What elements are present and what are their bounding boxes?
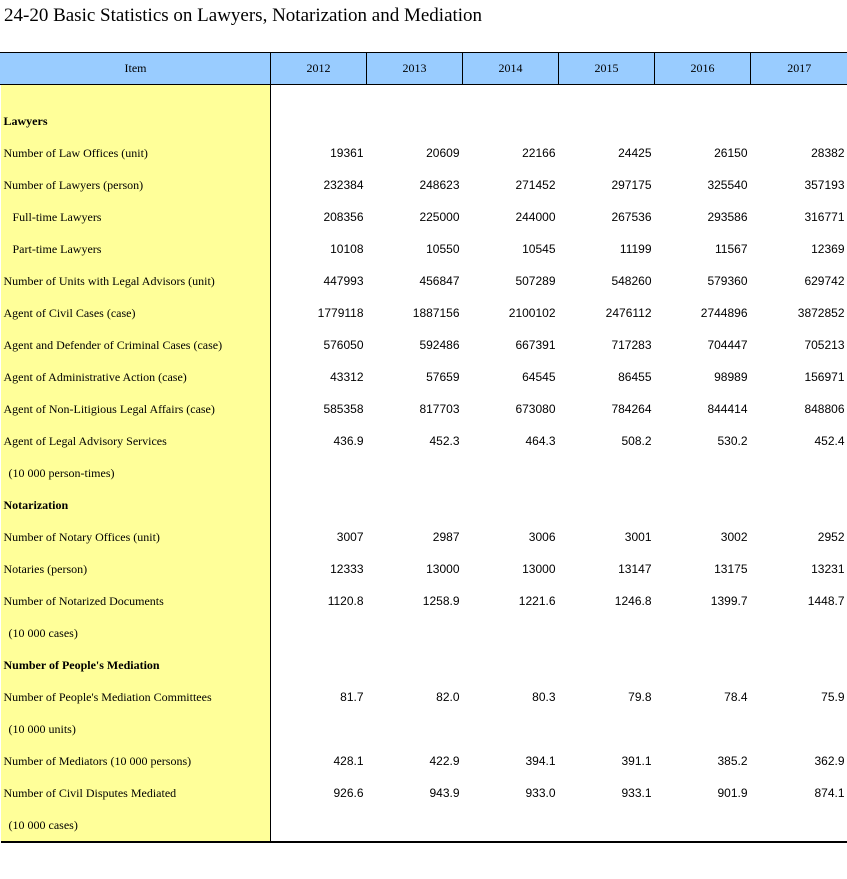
cell-value: 10545 <box>522 242 556 256</box>
table-row <box>1 713 847 745</box>
row-label: Number of Mediators (10 000 persons) <box>1 745 271 777</box>
header-row <box>1 53 847 85</box>
cell-value: 225000 <box>419 210 460 224</box>
cell-value: 81.7 <box>340 690 364 704</box>
cell-value: 848806 <box>804 402 845 416</box>
row-label: Agent and Defender of Criminal Cases (case) <box>1 329 271 361</box>
header-year: 2014 <box>463 53 559 85</box>
cell-value: 2952 <box>817 530 845 544</box>
cell-value: 156971 <box>804 370 845 384</box>
cell-value: 874.1 <box>814 786 845 800</box>
cell-value: 271452 <box>515 178 556 192</box>
cell-value: 784264 <box>611 402 652 416</box>
cell-value: 452.3 <box>429 434 460 448</box>
row-label: Full-time Lawyers <box>1 201 271 233</box>
row-label: Notaries (person) <box>1 553 271 585</box>
row-label: Number of Units with Legal Advisors (unit) <box>1 265 271 297</box>
row-label: Part-time Lawyers <box>1 233 271 265</box>
cell-value: 1258.9 <box>422 594 460 608</box>
statistics-table <box>0 52 847 843</box>
cell-value: 80.3 <box>532 690 556 704</box>
cell-value: 86455 <box>618 370 652 384</box>
cell-value: 422.9 <box>429 754 460 768</box>
cell-value: 3002 <box>720 530 748 544</box>
row-label: Number of Notarized Documents <box>1 585 271 617</box>
cell-value: 576050 <box>323 338 364 352</box>
row-label: Lawyers <box>1 105 271 137</box>
table-row <box>1 265 847 297</box>
cell-value: 943.9 <box>429 786 460 800</box>
table-row <box>1 553 847 585</box>
cell-value: 456847 <box>419 274 460 288</box>
row-label: (10 000 units) <box>1 713 271 745</box>
row-label: Number of People's Mediation Committees <box>1 681 271 713</box>
cell-value: 933.1 <box>621 786 652 800</box>
cell-value: 64545 <box>522 370 556 384</box>
cell-value: 464.3 <box>525 434 556 448</box>
cell-value: 19361 <box>330 146 364 160</box>
table-row <box>1 681 847 713</box>
cell-value: 79.8 <box>628 690 652 704</box>
cell-value: 705213 <box>804 338 845 352</box>
cell-value: 3872852 <box>797 306 845 320</box>
cell-value: 1887156 <box>412 306 460 320</box>
row-label: Agent of Administrative Action (case) <box>1 361 271 393</box>
cell-value: 28382 <box>811 146 845 160</box>
cell-value: 394.1 <box>525 754 556 768</box>
cell-value: 248623 <box>419 178 460 192</box>
cell-value: 2987 <box>432 530 460 544</box>
header-year: 2012 <box>271 53 367 85</box>
table-row <box>1 297 847 329</box>
row-label: Number of Civil Disputes Mediated <box>1 777 271 809</box>
cell-value: 325540 <box>707 178 748 192</box>
cell-value: 530.2 <box>717 434 748 448</box>
cell-value: 629742 <box>804 274 845 288</box>
table-row <box>1 169 847 201</box>
table-row <box>1 329 847 361</box>
cell-value: 436.9 <box>333 434 364 448</box>
page-title: 24-20 Basic Statistics on Lawyers, Notarization and Mediation <box>4 5 483 26</box>
table-row <box>1 457 847 489</box>
row-label: Agent of Legal Advisory Services <box>1 425 271 457</box>
table-row <box>1 777 847 809</box>
cell-value: 267536 <box>611 210 652 224</box>
table-row <box>1 745 847 777</box>
row-label: Agent of Civil Cases (case) <box>1 297 271 329</box>
cell-value: 24425 <box>618 146 652 160</box>
cell-value: 13000 <box>522 562 556 576</box>
section-heading-row <box>1 649 847 681</box>
section-heading-row <box>1 489 847 521</box>
cell-value: 11199 <box>619 242 652 256</box>
cell-value: 428.1 <box>333 754 364 768</box>
table-row <box>1 617 847 649</box>
cell-value: 232384 <box>323 178 364 192</box>
cell-value: 901.9 <box>717 786 748 800</box>
cell-value: 22166 <box>522 146 556 160</box>
row-label: (10 000 cases) <box>1 617 271 649</box>
table-row <box>1 425 847 457</box>
table-row <box>1 521 847 553</box>
cell-value: 12369 <box>811 242 845 256</box>
cell-value: 452.4 <box>814 434 845 448</box>
cell-value: 10108 <box>330 242 364 256</box>
cell-value: 297175 <box>611 178 652 192</box>
cell-value: 2100102 <box>508 306 556 320</box>
cell-value: 579360 <box>707 274 748 288</box>
table-row <box>1 809 847 842</box>
cell-value: 1448.7 <box>807 594 845 608</box>
cell-value: 78.4 <box>724 690 748 704</box>
table-row <box>1 233 847 265</box>
cell-value: 26150 <box>714 146 748 160</box>
cell-value: 13000 <box>426 562 460 576</box>
cell-value: 704447 <box>707 338 748 352</box>
cell-value: 717283 <box>611 338 652 352</box>
cell-value: 391.1 <box>621 754 652 768</box>
cell-value: 362.9 <box>814 754 845 768</box>
cell-value: 844414 <box>707 402 748 416</box>
header-item: Item <box>1 53 271 85</box>
cell-value: 316771 <box>804 210 845 224</box>
header-year: 2015 <box>559 53 655 85</box>
cell-value: 3006 <box>528 530 556 544</box>
table-row <box>1 585 847 617</box>
cell-value: 43312 <box>330 370 364 384</box>
cell-value: 1221.6 <box>518 594 556 608</box>
cell-value: 1779118 <box>317 306 364 320</box>
cell-value: 57659 <box>426 370 460 384</box>
spacer-row <box>1 85 847 106</box>
cell-value: 1399.7 <box>710 594 748 608</box>
cell-value: 1120.8 <box>327 594 364 608</box>
row-label: (10 000 person-times) <box>1 457 271 489</box>
cell-value: 98989 <box>714 370 748 384</box>
cell-value: 244000 <box>515 210 556 224</box>
cell-value: 13175 <box>714 562 748 576</box>
cell-value: 3007 <box>336 530 364 544</box>
cell-value: 1246.8 <box>614 594 652 608</box>
cell-value: 585358 <box>323 402 364 416</box>
cell-value: 673080 <box>515 402 556 416</box>
row-label: Number of Lawyers (person) <box>1 169 271 201</box>
cell-value: 11567 <box>715 242 748 256</box>
row-label: Number of Notary Offices (unit) <box>1 521 271 553</box>
row-label: (10 000 cases) <box>1 809 271 842</box>
cell-value: 667391 <box>515 338 556 352</box>
header-year: 2013 <box>367 53 463 85</box>
cell-value: 926.6 <box>333 786 364 800</box>
table-row <box>1 361 847 393</box>
row-label: Number of People's Mediation <box>1 649 271 681</box>
header-year: 2016 <box>655 53 751 85</box>
cell-value: 20609 <box>426 146 460 160</box>
cell-value: 3001 <box>624 530 652 544</box>
table-row <box>1 201 847 233</box>
table-row <box>1 393 847 425</box>
cell-value: 208356 <box>323 210 364 224</box>
cell-value: 13231 <box>811 562 845 576</box>
cell-value: 385.2 <box>717 754 748 768</box>
cell-value: 2476112 <box>605 306 652 320</box>
cell-value: 447993 <box>323 274 364 288</box>
cell-value: 82.0 <box>436 690 460 704</box>
cell-value: 293586 <box>707 210 748 224</box>
row-label: Number of Law Offices (unit) <box>1 137 271 169</box>
cell-value: 507289 <box>515 274 556 288</box>
cell-value: 933.0 <box>525 786 556 800</box>
row-label: Notarization <box>1 489 271 521</box>
cell-value: 12333 <box>330 562 364 576</box>
cell-value: 75.9 <box>821 690 845 704</box>
cell-value: 508.2 <box>621 434 652 448</box>
cell-value: 592486 <box>419 338 460 352</box>
cell-value: 817703 <box>419 402 460 416</box>
cell-value: 357193 <box>804 178 845 192</box>
cell-value: 548260 <box>611 274 652 288</box>
cell-value: 2744896 <box>700 306 748 320</box>
section-heading-row <box>1 105 847 137</box>
cell-value: 13147 <box>618 562 652 576</box>
cell-value: 10550 <box>426 242 460 256</box>
header-year: 2017 <box>751 53 847 85</box>
row-label: Agent of Non-Litigious Legal Affairs (case) <box>1 393 271 425</box>
table-row <box>1 137 847 169</box>
